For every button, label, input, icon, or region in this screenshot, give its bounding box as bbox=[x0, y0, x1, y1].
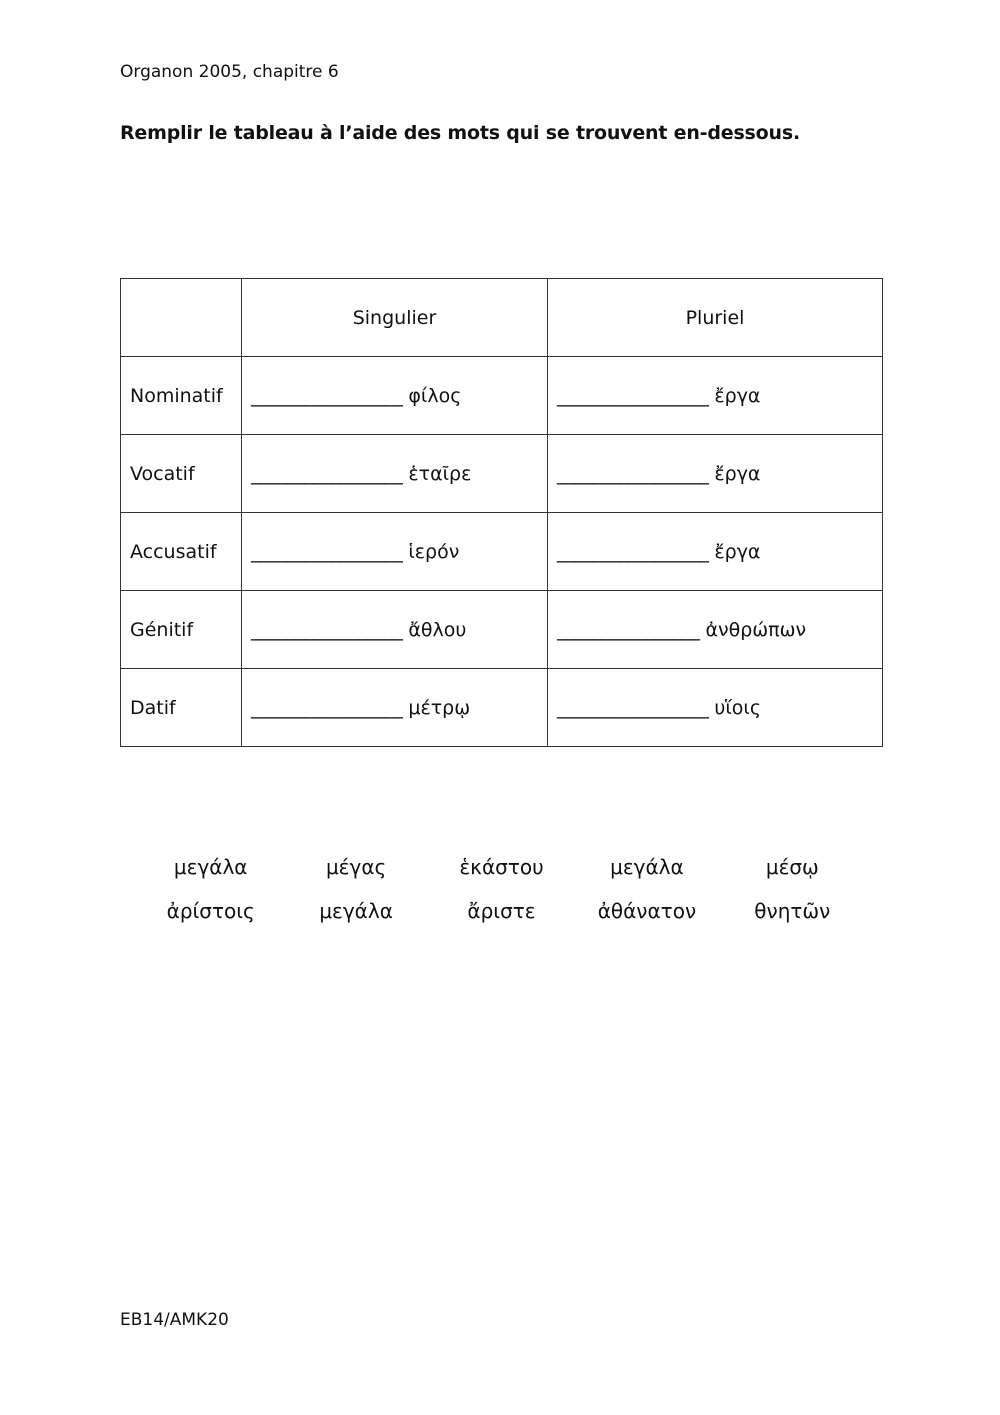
word-bank-item[interactable]: ἀθάνατον bbox=[597, 899, 697, 923]
case-label: Génitif bbox=[121, 591, 242, 669]
page-header: Organon 2005, chapitre 6 bbox=[120, 62, 339, 82]
word-bank-item[interactable]: θνητῶν bbox=[754, 899, 831, 923]
greek-word: ἀνθρώπων bbox=[705, 618, 807, 641]
word-bank-item[interactable]: μεγάλα bbox=[319, 899, 393, 923]
answer-blank[interactable]: _________________ bbox=[251, 540, 403, 563]
word-bank-row bbox=[120, 889, 882, 933]
answer-blank[interactable]: ________________ bbox=[557, 618, 700, 641]
greek-word: υἵοις bbox=[714, 696, 761, 719]
word-bank-item[interactable]: μέγας bbox=[325, 855, 387, 879]
column-header-empty bbox=[121, 279, 242, 357]
singular-cell[interactable] bbox=[242, 435, 548, 513]
answer-blank[interactable]: _________________ bbox=[557, 696, 709, 719]
case-label: Datif bbox=[121, 669, 242, 747]
case-label: Vocatif bbox=[121, 435, 242, 513]
instruction-heading: Remplir le tableau à l’aide des mots qui se trouvent en-dessous. bbox=[120, 122, 800, 144]
answer-blank[interactable]: _________________ bbox=[251, 384, 403, 407]
word-bank-item[interactable]: μεγάλα bbox=[610, 855, 684, 879]
column-header-plural: Pluriel bbox=[548, 279, 883, 357]
answer-blank[interactable]: _________________ bbox=[557, 384, 709, 407]
table-row bbox=[121, 357, 883, 435]
plural-cell[interactable] bbox=[548, 669, 883, 747]
plural-cell[interactable] bbox=[548, 357, 883, 435]
declension-table bbox=[120, 278, 883, 747]
answer-blank[interactable]: _________________ bbox=[251, 618, 403, 641]
answer-blank[interactable]: _________________ bbox=[251, 462, 403, 485]
greek-word: ἑταῖρε bbox=[408, 462, 472, 485]
word-bank-item[interactable]: ἑκάστου bbox=[459, 855, 544, 879]
page-footer: EB14/AMK20 bbox=[120, 1310, 229, 1330]
word-bank-item[interactable]: ἀρίστοις bbox=[166, 899, 255, 923]
answer-blank[interactable]: _________________ bbox=[557, 540, 709, 563]
plural-cell[interactable] bbox=[548, 591, 883, 669]
case-label: Nominatif bbox=[121, 357, 242, 435]
table-header-row bbox=[121, 279, 883, 357]
case-label: Accusatif bbox=[121, 513, 242, 591]
greek-word: φίλος bbox=[408, 384, 462, 407]
table-row bbox=[121, 435, 883, 513]
table-row bbox=[121, 669, 883, 747]
word-bank-item[interactable]: μέσῳ bbox=[765, 855, 819, 879]
column-header-singular: Singulier bbox=[242, 279, 548, 357]
singular-cell[interactable] bbox=[242, 513, 548, 591]
greek-word: ἱερόν bbox=[408, 540, 460, 563]
word-bank-item[interactable]: μεγάλα bbox=[173, 855, 248, 879]
plural-cell[interactable] bbox=[548, 513, 883, 591]
table-row bbox=[121, 591, 883, 669]
word-bank bbox=[120, 845, 882, 933]
greek-word: ἄθλου bbox=[408, 618, 467, 641]
answer-blank[interactable]: _________________ bbox=[251, 696, 403, 719]
singular-cell[interactable] bbox=[242, 591, 548, 669]
plural-cell[interactable] bbox=[548, 435, 883, 513]
word-bank-item[interactable]: ἄριστε bbox=[467, 899, 536, 923]
greek-word: ἔργα bbox=[714, 540, 761, 563]
greek-word: ἔργα bbox=[714, 384, 761, 407]
word-bank-row bbox=[120, 845, 882, 889]
table-row bbox=[121, 513, 883, 591]
answer-blank[interactable]: _________________ bbox=[557, 462, 709, 485]
greek-word: μέτρῳ bbox=[408, 696, 471, 719]
singular-cell[interactable] bbox=[242, 669, 548, 747]
greek-word: ἔργα bbox=[714, 462, 761, 485]
singular-cell[interactable] bbox=[242, 357, 548, 435]
